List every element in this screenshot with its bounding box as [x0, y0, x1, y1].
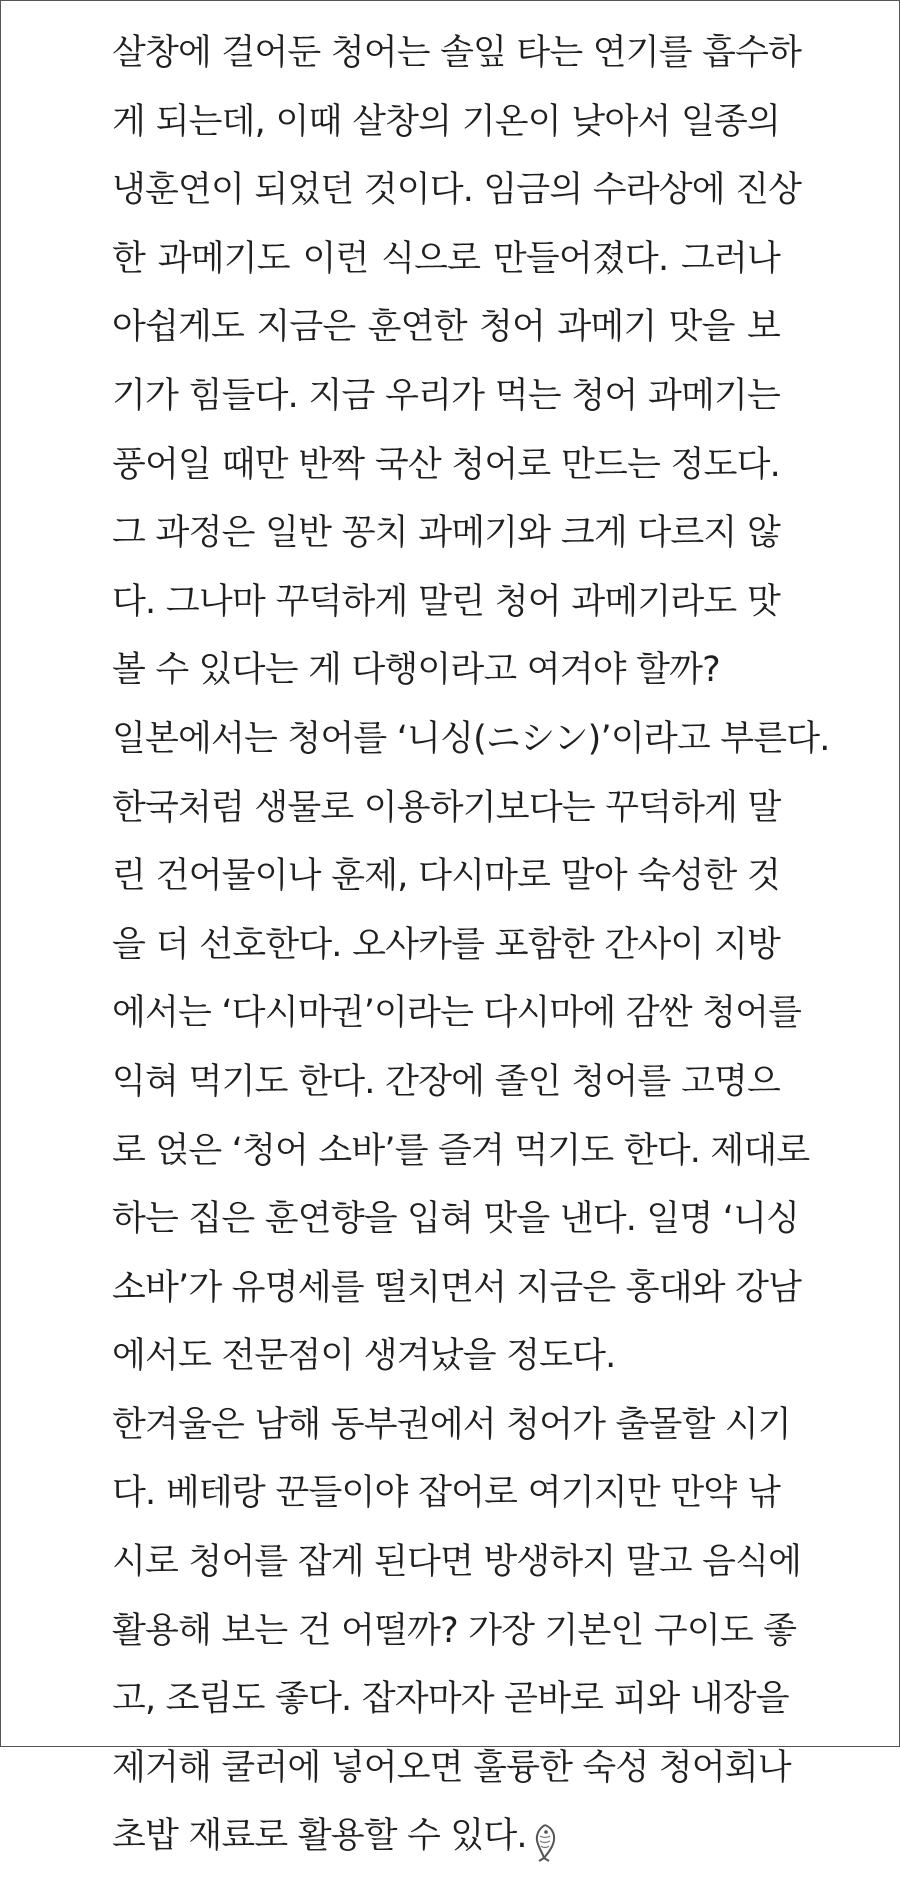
text-line: 린 건어물이나 훈제, 다시마로 말아 숙성한 것: [112, 856, 780, 897]
text-line: 로 얹은 ‘청어 소바’를 즐겨 먹기도 한다. 제대로: [112, 1130, 810, 1171]
text-line: 한겨울은 남해 동부권에서 청어가 출몰할 시기: [112, 1404, 791, 1445]
text-line: 하는 집은 훈연향을 입혀 맛을 낸다. 일명 ‘니싱: [112, 1199, 800, 1240]
final-line-text: 초밥 재료로 활용할 수 있다.: [112, 1816, 527, 1857]
text-line: 한국처럼 생물로 이용하기보다는 꾸덕하게 말: [112, 787, 781, 828]
article-final-line: [112, 1802, 780, 1871]
text-line: 다. 그나마 꾸덕하게 말린 청어 과메기라도 맛: [112, 581, 780, 622]
text-line: 시로 청어를 잡게 된다면 방생하지 말고 음식에: [112, 1542, 802, 1583]
paragraph-end-line: 에서도 전문점이 생겨났을 정도다.: [112, 1336, 616, 1377]
text-line: 그 과정은 일반 꽁치 과메기와 크게 다르지 않: [112, 513, 780, 554]
text-line: 익혀 먹기도 한다. 간장에 졸인 청어를 고명으: [112, 1061, 780, 1102]
text-line: 에서는 ‘다시마권’이라는 다시마에 감싼 청어를: [112, 993, 802, 1034]
text-line: 소바’가 유명세를 떨치면서 지금은 홍대와 강남: [112, 1267, 802, 1308]
text-line: 을 더 선호한다. 오사카를 포함한 간사이 지방: [112, 924, 780, 965]
text-line: 살창에 걸어둔 청어는 솔잎 타는 연기를 흡수하: [112, 33, 802, 73]
text-line: 기가 힘들다. 지금 우리가 먹는 청어 과메기는: [112, 375, 780, 416]
text-line: 냉훈연이 되었던 것이다. 임금의 수라상에 진상: [112, 170, 802, 211]
text-line: 일본에서는 청어를 ‘니싱(ニシン)’이라고 부른다.: [112, 718, 830, 759]
text-line: 아쉽게도 지금은 훈연한 청어 과메기 맛을 보: [112, 307, 780, 348]
paragraph-end-line: 볼 수 있다는 게 다행이라고 여겨야 할까?: [112, 650, 720, 691]
fish-end-mark-icon: [529, 1817, 561, 1857]
text-line: 한 과메기도 이런 식으로 만들어졌다. 그러나: [112, 238, 780, 279]
text-line: 다. 베테랑 꾼들이야 잡어로 여기지만 만약 낚: [112, 1473, 780, 1514]
text-line: 게 되는데, 이때 살창의 기온이 낮아서 일종의: [112, 101, 780, 142]
article-body: [112, 19, 830, 1871]
text-line: 풍어일 때만 반짝 국산 청어로 만드는 정도다.: [112, 444, 780, 485]
text-line: 제거해 쿨러에 넣어오면 훌륭한 숙성 청어회나: [112, 1747, 791, 1788]
text-line: 활용해 보는 건 어떨까? 가장 기본인 구이도 좋: [112, 1610, 797, 1651]
text-line: 고, 조림도 좋다. 잡자마자 곧바로 피와 내장을: [112, 1679, 789, 1720]
